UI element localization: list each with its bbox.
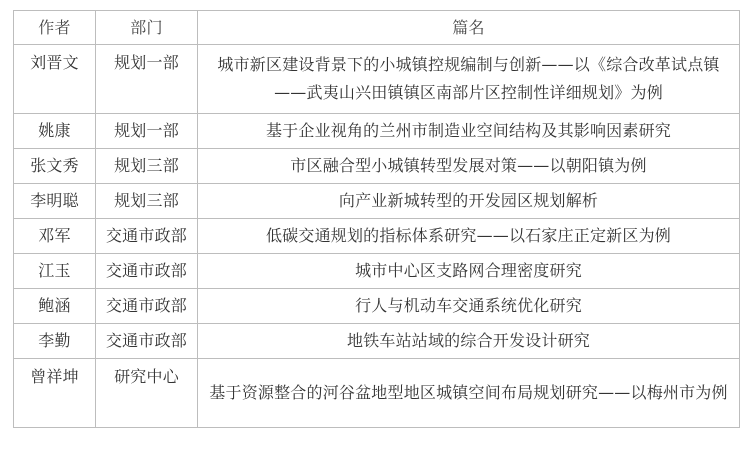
table-row — [14, 184, 740, 219]
cell-title: 市区融合型小城镇转型发展对策——以朝阳镇为例 — [198, 149, 740, 184]
cell-author: 鲍涵 — [14, 289, 96, 324]
cell-author: 姚康 — [14, 114, 96, 149]
cell-dept: 交通市政部 — [96, 219, 198, 254]
cell-dept: 交通市政部 — [96, 324, 198, 359]
cell-title: 向产业新城转型的开发园区规划解析 — [198, 184, 740, 219]
table-row — [14, 289, 740, 324]
table-row — [14, 45, 740, 114]
header-dept: 部门 — [96, 11, 198, 45]
cell-title: 地铁车站站域的综合开发设计研究 — [198, 324, 740, 359]
cell-dept: 研究中心 — [96, 359, 198, 428]
table-row — [14, 359, 740, 428]
cell-author: 刘晋文 — [14, 45, 96, 114]
cell-dept: 规划一部 — [96, 114, 198, 149]
header-row — [14, 11, 740, 45]
table-row — [14, 254, 740, 289]
cell-author: 江玉 — [14, 254, 96, 289]
header-author: 作者 — [14, 11, 96, 45]
cell-author: 邓军 — [14, 219, 96, 254]
cell-author: 张文秀 — [14, 149, 96, 184]
header-title: 篇名 — [198, 11, 740, 45]
cell-title: 低碳交通规划的指标体系研究——以石家庄正定新区为例 — [198, 219, 740, 254]
cell-title: 基于资源整合的河谷盆地型地区城镇空间布局规划研究——以梅州市为例 — [198, 359, 740, 428]
cell-author: 李明聪 — [14, 184, 96, 219]
cell-dept: 规划三部 — [96, 149, 198, 184]
cell-dept: 规划一部 — [96, 45, 198, 114]
cell-title: 行人与机动车交通系统优化研究 — [198, 289, 740, 324]
table-row — [14, 114, 740, 149]
table-row — [14, 219, 740, 254]
papers-table — [13, 10, 740, 428]
cell-dept: 交通市政部 — [96, 289, 198, 324]
cell-author: 曾祥坤 — [14, 359, 96, 428]
table-row — [14, 149, 740, 184]
cell-dept: 规划三部 — [96, 184, 198, 219]
cell-title: 城市新区建设背景下的小城镇控规编制与创新——以《综合改革试点镇——武夷山兴田镇镇区南部片区控制性详细规划》为例 — [198, 45, 740, 114]
cell-author: 李勤 — [14, 324, 96, 359]
cell-title: 基于企业视角的兰州市制造业空间结构及其影响因素研究 — [198, 114, 740, 149]
cell-title: 城市中心区支路网合理密度研究 — [198, 254, 740, 289]
table-row — [14, 324, 740, 359]
cell-dept: 交通市政部 — [96, 254, 198, 289]
